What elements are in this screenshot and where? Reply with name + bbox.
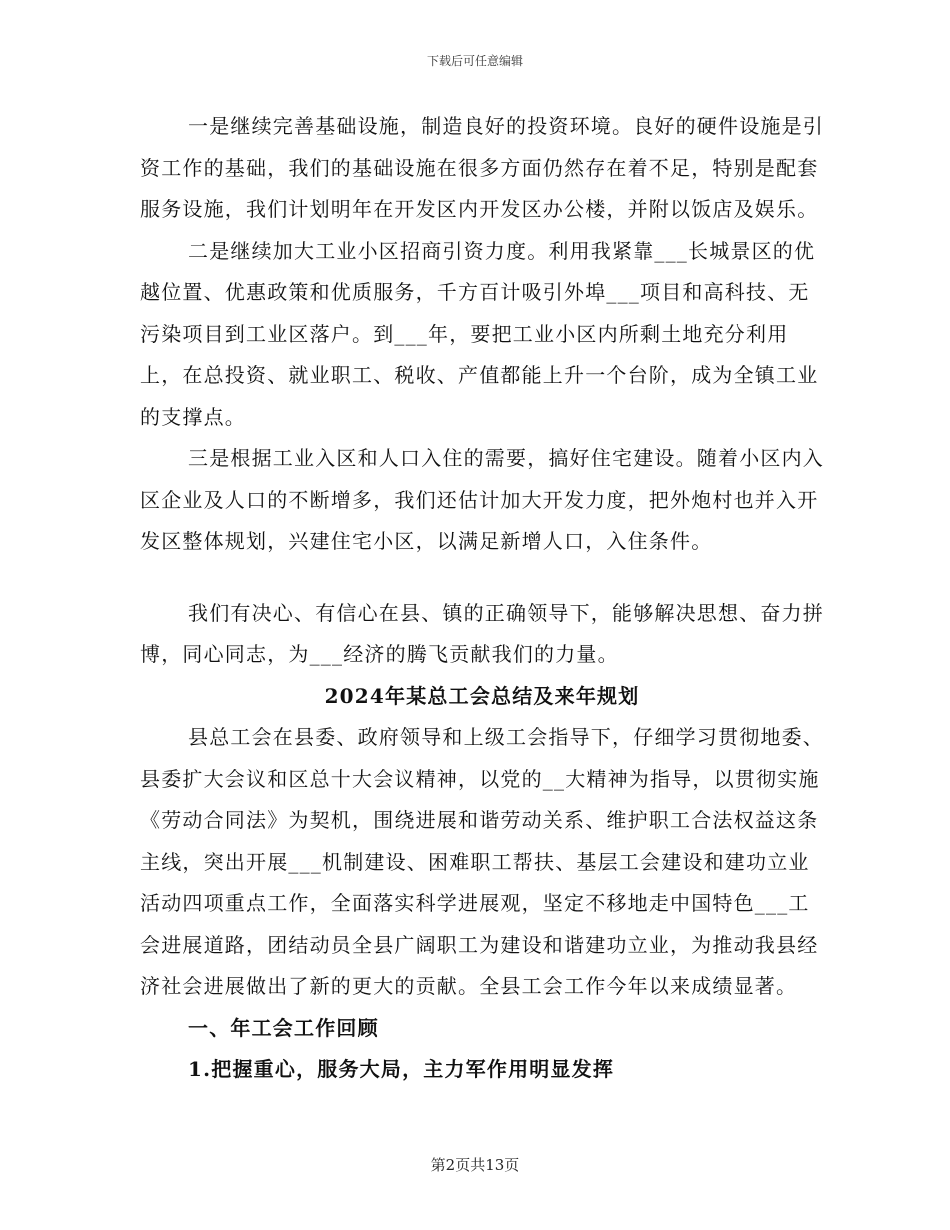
page-number: 第2页共13页 [430, 1156, 520, 1174]
paragraph-investment: 二是继续加大工业小区招商引资力度。利用我紧靠___长城景区的优越位置、优惠政策和优质服务，千方百计吸引外埠___项目和高科技、无污染项目到工业区落户。到___年，要把工业小区内所剩土地充分利用上，在总投资、就业职工、税收、产值都能上升一个台阶，成为全镇工业的支撑点。 [140, 238, 819, 429]
paragraph-union-summary: 县总工会在县委、政府领导和上级工会指导下，仔细学习贯彻地委、县委扩大会议和区总十大会议精神，以党的__大精神为指导，以贯彻实施《劳动合同法》为契机，围绕进展和谐劳动关系、维护职工合法权益这条主线，突出开展___机制建设、困难职工帮扶、基层工会建设和建功立业活动四项重点工作，全面落实科学进展观，坚定不移地走中国特色___工会进展道路，团结动员全县广阔职工为建设和谐建功立业，为推动我县经济社会进展做出了新的更大的贡献。全县工会工作今年以来成绩显著。 [140, 725, 824, 998]
page-header: 下载后可任意编辑 [426, 54, 523, 68]
paragraph-infrastructure: 一是继续完善基础设施，制造良好的投资环境。良好的硬件设施是引资工作的基础，我们的基础设施在很多方面仍然存在着不足，特别是配套服务设施，我们计划明年在开发区内开发区办公楼，并附以饭店及娱乐。 [140, 114, 824, 221]
document-body [140, 106, 824, 1091]
section-heading: 一、年工会工作回顾 [188, 1015, 379, 1040]
paragraph-housing: 三是根据工业入区和人口入住的需要，搞好住宅建设。随着小区内入区企业及人口的不断增多，我们还估计加大开发力度，把外炮村也并入开发区整体规划，兴建住宅小区，以满足新增人口，入住条件。 [140, 446, 824, 553]
paragraph-determination: 我们有决心、有信心在县、镇的正确领导下，能够解决思想、奋力拼博，同心同志，为___经济的腾飞贡献我们的力量。 [140, 600, 824, 666]
subsection-heading: 1.把握重心，服务大局，主力军作用明显发挥 [188, 1057, 615, 1081]
paragraph-gap [140, 563, 824, 593]
document-title: 2024年某总工会总结及来年规划 [324, 683, 640, 708]
